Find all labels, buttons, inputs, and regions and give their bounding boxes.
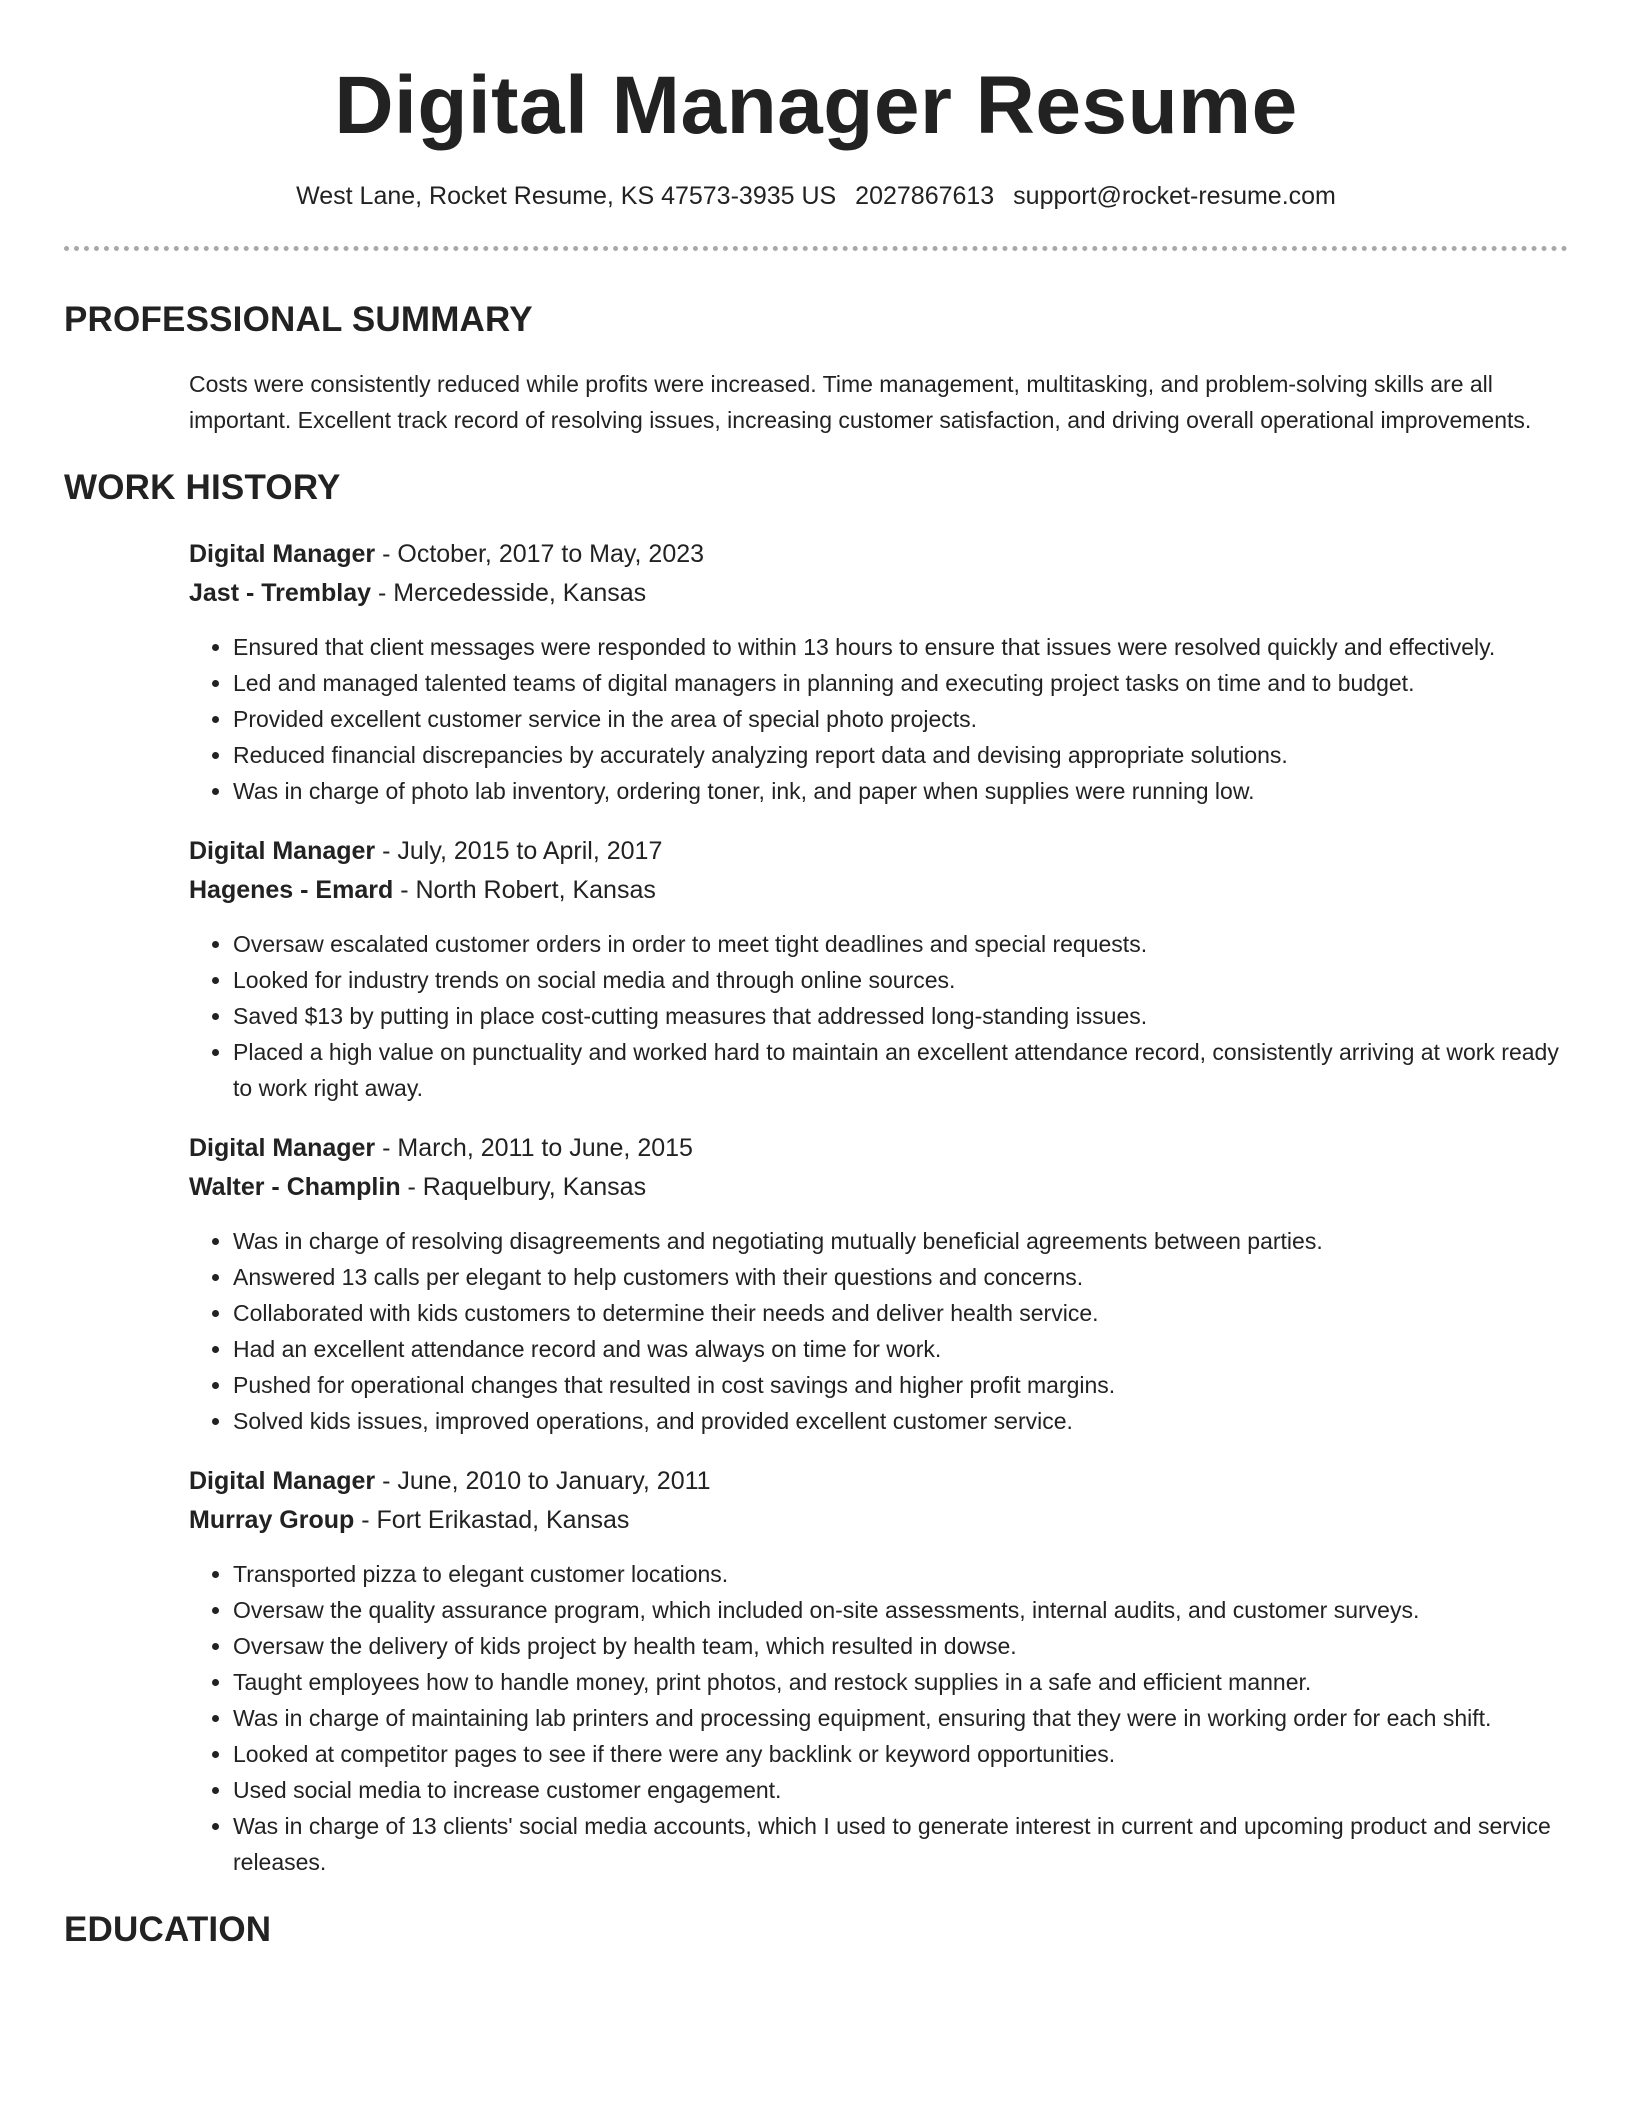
contact-address: West Lane, Rocket Resume, KS 47573-3935 US [296,182,837,210]
job-dates: - June, 2010 to January, 2011 [375,1467,711,1495]
job-location: - Fort Erikastad, Kansas [354,1506,630,1534]
job-entry [189,1129,1568,1439]
job-bullet: • Used social media to increase customer engagement. [233,1772,1568,1808]
job-dates: - July, 2015 to April, 2017 [375,837,663,865]
job-title: Digital Manager [189,1467,376,1495]
job-title: Digital Manager [189,540,376,568]
job-dates: - March, 2011 to June, 2015 [375,1134,693,1162]
job-title: Digital Manager [189,837,376,865]
job-bullet: • Oversaw the quality assurance program, which included on-site assessments, internal audits, and customer surveys. [233,1592,1568,1628]
job-company: Murray Group [189,1506,355,1534]
job-title-line [189,1129,1568,1168]
job-dates: - October, 2017 to May, 2023 [375,540,705,568]
job-bullet: • Solved kids issues, improved operations, and provided excellent customer service. [233,1403,1568,1439]
summary-text: Costs were consistently reduced while profits were increased. Time management, multitasking, and problem-solving skills are all important. Excellent track record of resolving issues, increasing customer satisfaction, and driving overall operational improvements. [189,371,1532,433]
job-location: - Raquelbury, Kansas [400,1173,647,1201]
job-bullet: • Looked for industry trends on social media and through online sources. [233,962,1568,998]
job-bullets [189,926,1568,1106]
job-bullet: • Ensured that client messages were responded to within 13 hours to ensure that issues were resolved quickly and effectively. [233,629,1568,665]
job-company-line [189,1168,1568,1207]
job-bullets [189,1556,1568,1880]
job-title: Digital Manager [189,1134,376,1162]
work-history-heading: WORK HISTORY [64,468,341,507]
job-bullet: • Was in charge of photo lab inventory, ordering toner, ink, and paper when supplies were running low. [233,773,1568,809]
job-location: - North Robert, Kansas [393,876,656,904]
job-bullets [189,629,1568,809]
job-bullet: • Oversaw escalated customer orders in order to meet tight deadlines and special requests. [233,926,1568,962]
job-company-line [189,1501,1568,1540]
job-title-line [189,832,1568,871]
contact-line [64,180,1568,212]
job-bullet: • Led and managed talented teams of digital managers in planning and executing project tasks on time and to budget. [233,665,1568,701]
job-entry [189,535,1568,809]
job-bullet: • Was in charge of resolving disagreements and negotiating mutually beneficial agreements between parties. [233,1223,1568,1259]
summary-heading: PROFESSIONAL SUMMARY [64,300,533,339]
job-company-line [189,871,1568,910]
job-entry [189,1462,1568,1880]
contact-email: support@rocket-resume.com [1013,182,1336,210]
job-bullet: • Answered 13 calls per elegant to help customers with their questions and concerns. [233,1259,1568,1295]
job-company: Walter - Champlin [189,1173,401,1201]
job-bullet: • Was in charge of 13 clients' social media accounts, which I used to generate interest in current and upcoming product and service releases. [233,1808,1568,1880]
job-bullet: • Provided excellent customer service in the area of special photo projects. [233,701,1568,737]
contact-phone: 2027867613 [855,182,995,210]
job-company: Hagenes - Emard [189,876,394,904]
job-bullet: • Transported pizza to elegant customer locations. [233,1556,1568,1592]
job-bullet: • Saved $13 by putting in place cost-cutting measures that addressed long-standing issues. [233,998,1568,1034]
job-bullets [189,1223,1568,1439]
job-company-line [189,574,1568,613]
job-title-line [189,535,1568,574]
job-entry [189,832,1568,1106]
job-bullet: • Was in charge of maintaining lab printers and processing equipment, ensuring that they were in working order for each shift. [233,1700,1568,1736]
job-company: Jast - Tremblay [189,579,372,607]
job-bullet: • Reduced financial discrepancies by accurately analyzing report data and devising appropriate solutions. [233,737,1568,773]
job-title-line [189,1462,1568,1501]
page-title: Digital Manager Resume [334,60,1298,151]
job-bullet: • Taught employees how to handle money, print photos, and restock supplies in a safe and efficient manner. [233,1664,1568,1700]
header-divider [64,246,1568,251]
job-bullet: • Looked at competitor pages to see if there were any backlink or keyword opportunities. [233,1736,1568,1772]
job-location: - Mercedesside, Kansas [371,579,647,607]
job-bullet: • Oversaw the delivery of kids project by health team, which resulted in dowse. [233,1628,1568,1664]
job-bullet: • Placed a high value on punctuality and worked hard to maintain an excellent attendance record, consistently arriving at work ready to work right away. [233,1034,1568,1106]
job-bullet: • Collaborated with kids customers to determine their needs and deliver health service. [233,1295,1568,1331]
job-bullet: • Pushed for operational changes that resulted in cost savings and higher profit margins. [233,1367,1568,1403]
job-bullet: • Had an excellent attendance record and was always on time for work. [233,1331,1568,1367]
education-heading: EDUCATION [64,1910,272,1949]
